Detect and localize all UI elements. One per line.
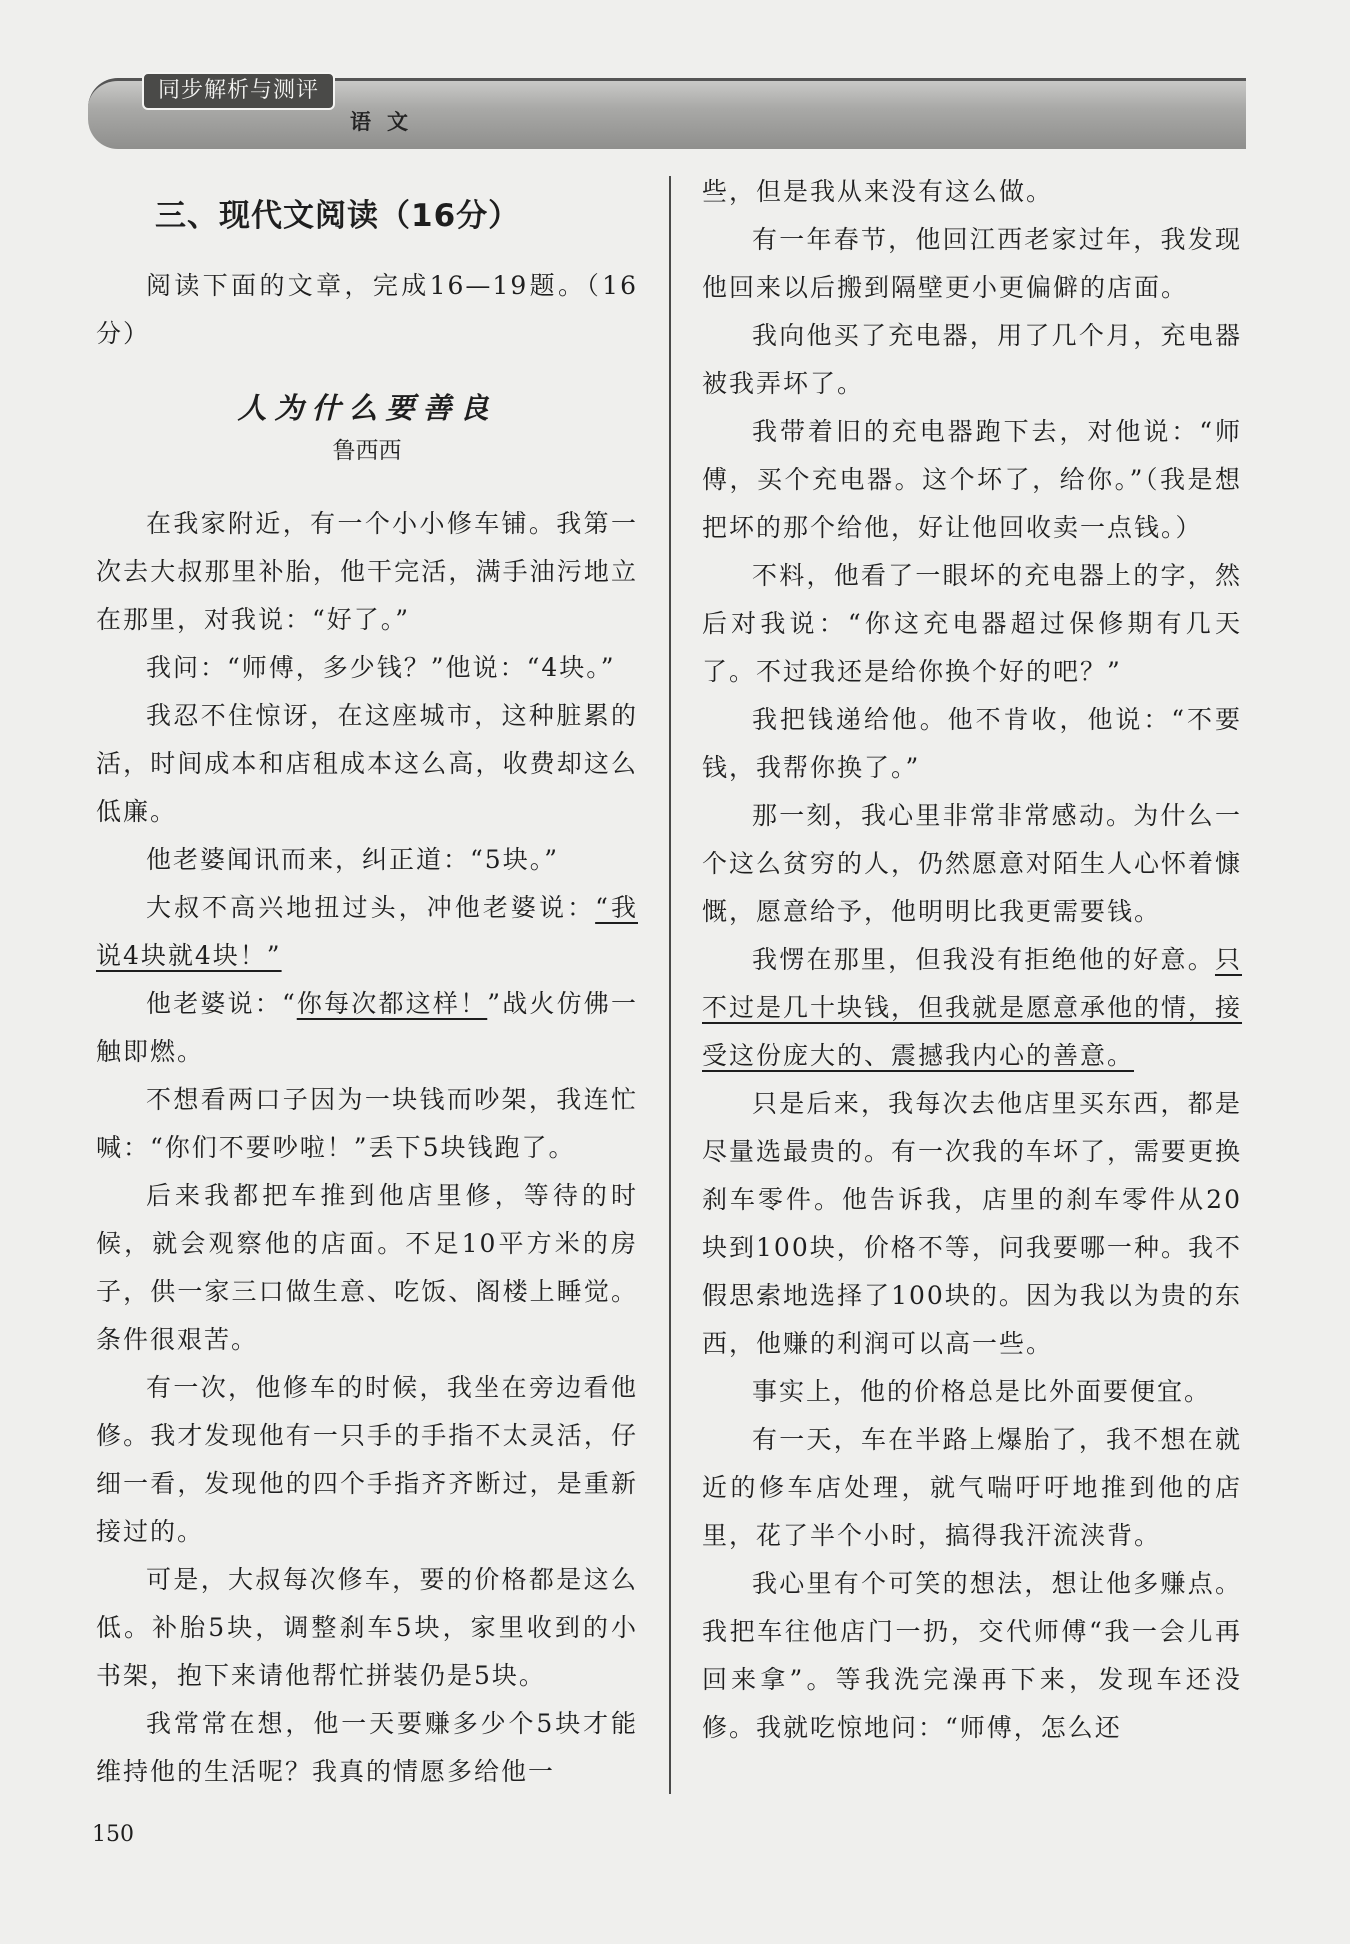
book-title-tab: 同步解析与测评 [142,72,335,110]
paragraph: 我把钱递给他。他不肯收，他说：“不要钱，我帮你换了。” [702,705,1242,782]
paragraph-text: 大叔不高兴地扭过头，冲他老婆说： [146,893,596,922]
paragraph-text: 他老婆说：“ [146,989,297,1018]
story-author: 鲁西西 [332,438,402,464]
instruction-block [96,262,638,358]
paragraph [96,884,638,980]
underlined-sentence-2: 你每次都这样！ [296,989,488,1018]
story-title: 人为什么要善良 [237,391,497,425]
paragraph-text: 我愣在那里，但我没有拒绝他的好意。 [752,945,1215,974]
paragraph-text: ”战火仿佛一触即燃。 [96,989,638,1066]
paragraph: 在我家附近，有一个小小修车铺。我第一次去大叔那里补胎，他干完活，满手油污地立在那里，对我说：“好了。” [96,509,638,634]
paragraph: 他老婆闻讯而来，纠正道：“5块。” [146,845,559,874]
paragraph: 些，但是我从来没有这么做。 [702,177,1054,206]
paragraph: 有一年春节，他回江西老家过年，我发现他回来以后搬到隔壁更小更偏僻的店面。 [702,225,1242,302]
paragraph: 可是，大叔每次修车，要的价格都是这么低。补胎5块，调整刹车5块，家里收到的小书架，抱下来请他帮忙拼装仍是5块。 [96,1565,638,1690]
paragraph [702,936,1242,1080]
paragraph: 不料，他看了一眼坏的充电器上的字，然后对我说：“你这充电器超过保修期有几天了。不过我还是给你换个好的吧？” [702,561,1242,686]
instruction-text: 阅读下面的文章，完成16—19题。（16分） [96,271,638,348]
underlined-sentence-3: 只不过是几十块钱，但我就是愿意承他的情，接受这份庞大的、震撼我内心的善意。 [702,945,1243,1070]
page-number: 150 [92,1822,134,1847]
paragraph: 有一天，车在半路上爆胎了，我不想在就近的修车店处理，就气喘吁吁地推到他的店里，花了半个小时，搞得我汗流浃背。 [702,1425,1242,1550]
left-column [96,500,638,1796]
column-divider [669,176,671,1794]
paragraph: 有一次，他修车的时候，我坐在旁边看他修。我才发现他有一只手的手指不太灵活，仔细一看，发现他的四个手指齐齐断过，是重新接过的。 [96,1373,638,1546]
paragraph: 我带着旧的充电器跑下去，对他说：“师傅，买个充电器。这个坏了，给你。”（我是想把坏的那个给他，好让他回收卖一点钱。） [702,417,1242,542]
paragraph: 我心里有个可笑的想法，想让他多赚点。我把车往他店门一扔，交代师傅“我一会儿再回来拿”。等我洗完澡再下来，发现车还没修。我就吃惊地问：“师傅，怎么还 [702,1569,1242,1742]
paragraph: 我向他买了充电器，用了几个月，充电器被我弄坏了。 [702,321,1242,398]
paragraph: 后来我都把车推到他店里修，等待的时候，就会观察他的店面。不足10平方米的房子，供一家三口做生意、吃饭、阁楼上睡觉。条件很艰苦。 [96,1181,638,1354]
paragraph: 只是后来，我每次去他店里买东西，都是尽量选最贵的。有一次我的车坏了，需要更换刹车零件。他告诉我，店里的刹车零件从20块到100块，价格不等，问我要哪一种。我不假思索地选择了100块的。因为我以为贵的东西，他赚的利润可以高一些。 [702,1089,1243,1358]
paragraph: 我常常在想，他一天要赚多少个5块才能维持他的生活呢？我真的情愿多给他一 [96,1709,638,1786]
paragraph: 不想看两口子因为一块钱而吵架，我连忙喊：“你们不要吵啦！”丢下5块钱跑了。 [96,1085,638,1162]
paragraph: 事实上，他的价格总是比外面要便宜。 [752,1377,1212,1406]
paragraph: 我问：“师傅，多少钱？”他说：“4块。” [146,653,616,682]
right-column [702,168,1242,1752]
paragraph: 那一刻，我心里非常非常感动。为什么一个这么贫穷的人，仍然愿意对陌生人心怀着慷慨，愿意给予，他明明比我更需要钱。 [702,801,1243,926]
subject-label: 语文 [350,110,424,134]
paragraph [96,980,638,1076]
section-title: 三、现代文阅读（16分） [155,198,521,234]
paragraph: 我忍不住惊讶，在这座城市，这种脏累的活，时间成本和店租成本这么高，收费却这么低廉。 [96,701,638,826]
underlined-sentence-1: “我说4块就4块！” [96,893,638,970]
